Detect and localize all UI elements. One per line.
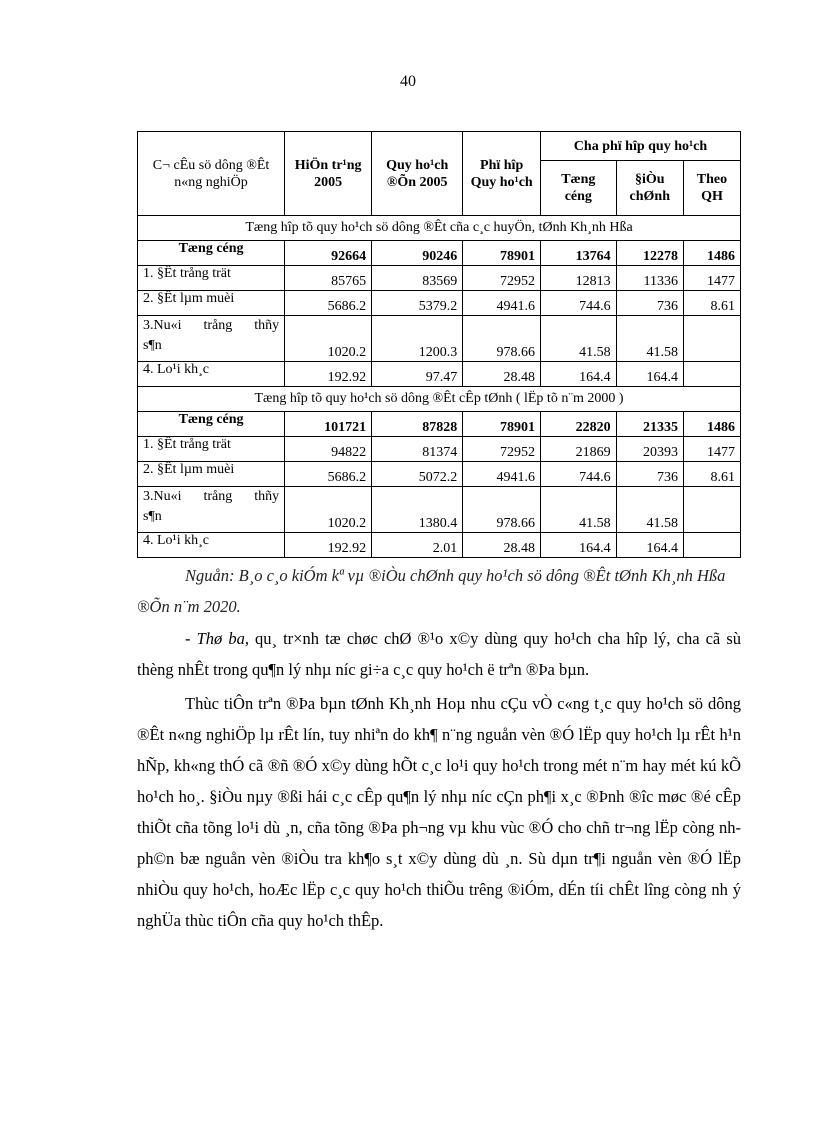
row-label: 1. §Êt trång trät	[138, 266, 285, 291]
table-cell: 78901	[463, 241, 541, 266]
table-cell: 736	[616, 291, 683, 316]
paragraph-1-text: qu¸ tr×nh tæ chøc chØ ®¹o x©y dùng quy ho¹ch cha hîp lý, cha cã sù thèng nhÊt trong qu¶n lý nhµ níc gi÷a c¸c quy ho¹ch ë trªn ®Þa bµn.	[137, 629, 741, 679]
table-cell: 164.4	[541, 533, 617, 558]
table-cell: 13764	[541, 241, 617, 266]
table-row	[138, 487, 741, 533]
page-number: 40	[400, 73, 416, 90]
table-header-row	[138, 132, 741, 161]
table-cell: 12278	[616, 241, 683, 266]
table-cell: 1486	[683, 412, 740, 437]
paragraph-2: Thùc tiÔn trªn ®Þa bµn tØnh Kh¸nh Hoµ nhu cÇu vÒ c«ng t¸c quy ho¹ch sö dông ®Êt n«ng nghiÖp lµ rÊt lín, tuy nhiªn do kh¶ n¨ng nguån vèn ®Ó lËp quy ho¹ch lµ rÊt h¹n hÑp, kh«ng thÓ cã ®ñ ®Ó x©y dùng hÕt c¸c lo¹i quy ho¹ch trong mét n¨m hay mét kú kÕ ho¹ch ho¸. §iÒu nµy ®ßi hái c¸c cÊp qu¶n lý nhµ níc cÇn ph¶i x¸c ®Þnh ®îc møc ®é cÊp thiÕt cña tõng lo¹i dù ¸n, cña tõng ®Þa ph¬ng vµ khu vùc ®Ó cho chñ tr¬ng lËp còng nh ph©n bæ nguån vèn ®iÒu tra kh¶o s¸t x©y dùng dù ¸n. Sù dµn tr¶i nguån vèn ®Ó lËp nhiÒu quy ho¹ch, hoÆc lËp c¸c quy ho¹ch thiÕu trêng ®iÓm, dÉn tíi chÊt lîng còng nh ý nghÜa thùc tiÔn cña quy ho¹ch thÊp.	[137, 694, 741, 930]
table-cell: 1020.2	[285, 487, 372, 533]
table-cell: 90246	[372, 241, 463, 266]
table-cell: 28.48	[463, 362, 541, 387]
table-cell: 978.66	[463, 316, 541, 362]
table-cell: 736	[616, 462, 683, 487]
table-cell	[683, 487, 740, 533]
table-cell: 1486	[683, 241, 740, 266]
table-cell: 744.6	[541, 462, 617, 487]
row-label: Tæng céng	[138, 412, 285, 437]
table-cell: 744.6	[541, 291, 617, 316]
source-note: Nguån: B¸o c¸o kiÓm kª vµ ®iÒu chØnh quy ho¹ch sö dông ®Êt tØnh Kh¸nh Hßa ®Õn n¨m 2020.	[137, 566, 726, 616]
table-cell: 41.58	[541, 316, 617, 362]
row-label: 2. §Êt lµm muèi	[138, 291, 285, 316]
table-row	[138, 533, 741, 558]
table-row	[138, 462, 741, 487]
section1-title: Tæng hîp tõ quy ho¹ch sö dông ®Êt cña c¸c huyÖn, tØnh Kh¸nh Hßa	[138, 216, 741, 241]
table-row	[138, 316, 741, 362]
table-cell: 78901	[463, 412, 541, 437]
row-label: 4. Lo¹i kh¸c	[138, 362, 285, 387]
table-cell: 192.92	[285, 362, 372, 387]
table-cell: 81374	[372, 437, 463, 462]
table-cell: 5072.2	[372, 462, 463, 487]
table-cell: 72952	[463, 266, 541, 291]
table-cell: 978.66	[463, 487, 541, 533]
table-row	[138, 291, 741, 316]
table-cell: 1477	[683, 266, 740, 291]
land-use-table	[137, 131, 741, 558]
table-cell: 5686.2	[285, 291, 372, 316]
table-cell: 5686.2	[285, 462, 372, 487]
paragraph-1-lead: - Thø ba,	[185, 629, 249, 648]
table-cell: 1020.2	[285, 316, 372, 362]
table-cell: 164.4	[616, 533, 683, 558]
paragraph-1	[137, 623, 741, 685]
table-cell: 21335	[616, 412, 683, 437]
table-cell: 1477	[683, 437, 740, 462]
header-structure: C¬ cÊu sö dông ®Êt n«ng nghiÖp	[138, 132, 285, 216]
row-label: 3.Nu«i trång thñy s¶n	[138, 316, 285, 362]
table-cell: 28.48	[463, 533, 541, 558]
table-cell: 21869	[541, 437, 617, 462]
row-label: 2. §Êt lµm muèi	[138, 462, 285, 487]
table-cell: 192.92	[285, 533, 372, 558]
table-cell: 12813	[541, 266, 617, 291]
table-cell: 164.4	[616, 362, 683, 387]
table-row	[138, 362, 741, 387]
table-cell	[683, 316, 740, 362]
row-label: Tæng céng	[138, 241, 285, 266]
table-cell: 101721	[285, 412, 372, 437]
header-by-plan: Theo QH	[683, 161, 740, 216]
table-cell: 20393	[616, 437, 683, 462]
table-cell: 85765	[285, 266, 372, 291]
table-cell: 1200.3	[372, 316, 463, 362]
header-adjust: §iÒu chØnh	[616, 161, 683, 216]
table-cell: 41.58	[541, 487, 617, 533]
header-fit: Phï hîp Quy ho¹ch	[463, 132, 541, 216]
table-row	[138, 266, 741, 291]
table-cell	[683, 362, 740, 387]
table-row	[138, 412, 741, 437]
table-row	[138, 241, 741, 266]
table-cell: 83569	[372, 266, 463, 291]
header-unfit-group: Cha phï hîp quy ho¹ch	[541, 132, 741, 161]
row-label: 4. Lo¹i kh¸c	[138, 533, 285, 558]
table-cell: 87828	[372, 412, 463, 437]
table-cell: 94822	[285, 437, 372, 462]
section2-title: Tæng hîp tõ quy ho¹ch sö dông ®Êt cÊp tØnh ( lËp tõ n¨m 2000 )	[138, 387, 741, 412]
table-cell: 92664	[285, 241, 372, 266]
table-cell: 22820	[541, 412, 617, 437]
table-cell: 97.47	[372, 362, 463, 387]
table-cell: 41.58	[616, 316, 683, 362]
header-plan: Quy ho¹ch ®Õn 2005	[372, 132, 463, 216]
row-label: 1. §Êt trång trät	[138, 437, 285, 462]
table-cell: 41.58	[616, 487, 683, 533]
table-cell: 72952	[463, 437, 541, 462]
table-cell	[683, 533, 740, 558]
table-cell: 8.61	[683, 291, 740, 316]
table-cell: 8.61	[683, 462, 740, 487]
table-cell: 4941.6	[463, 291, 541, 316]
table-cell: 2.01	[372, 533, 463, 558]
table-cell: 1380.4	[372, 487, 463, 533]
table-row	[138, 437, 741, 462]
header-total: Tæng céng	[541, 161, 617, 216]
header-current: HiÖn tr¹ng 2005	[285, 132, 372, 216]
table-cell: 11336	[616, 266, 683, 291]
table-cell: 5379.2	[372, 291, 463, 316]
table-cell: 164.4	[541, 362, 617, 387]
table-cell: 4941.6	[463, 462, 541, 487]
row-label: 3.Nu«i trång thñy s¶n	[138, 487, 285, 533]
